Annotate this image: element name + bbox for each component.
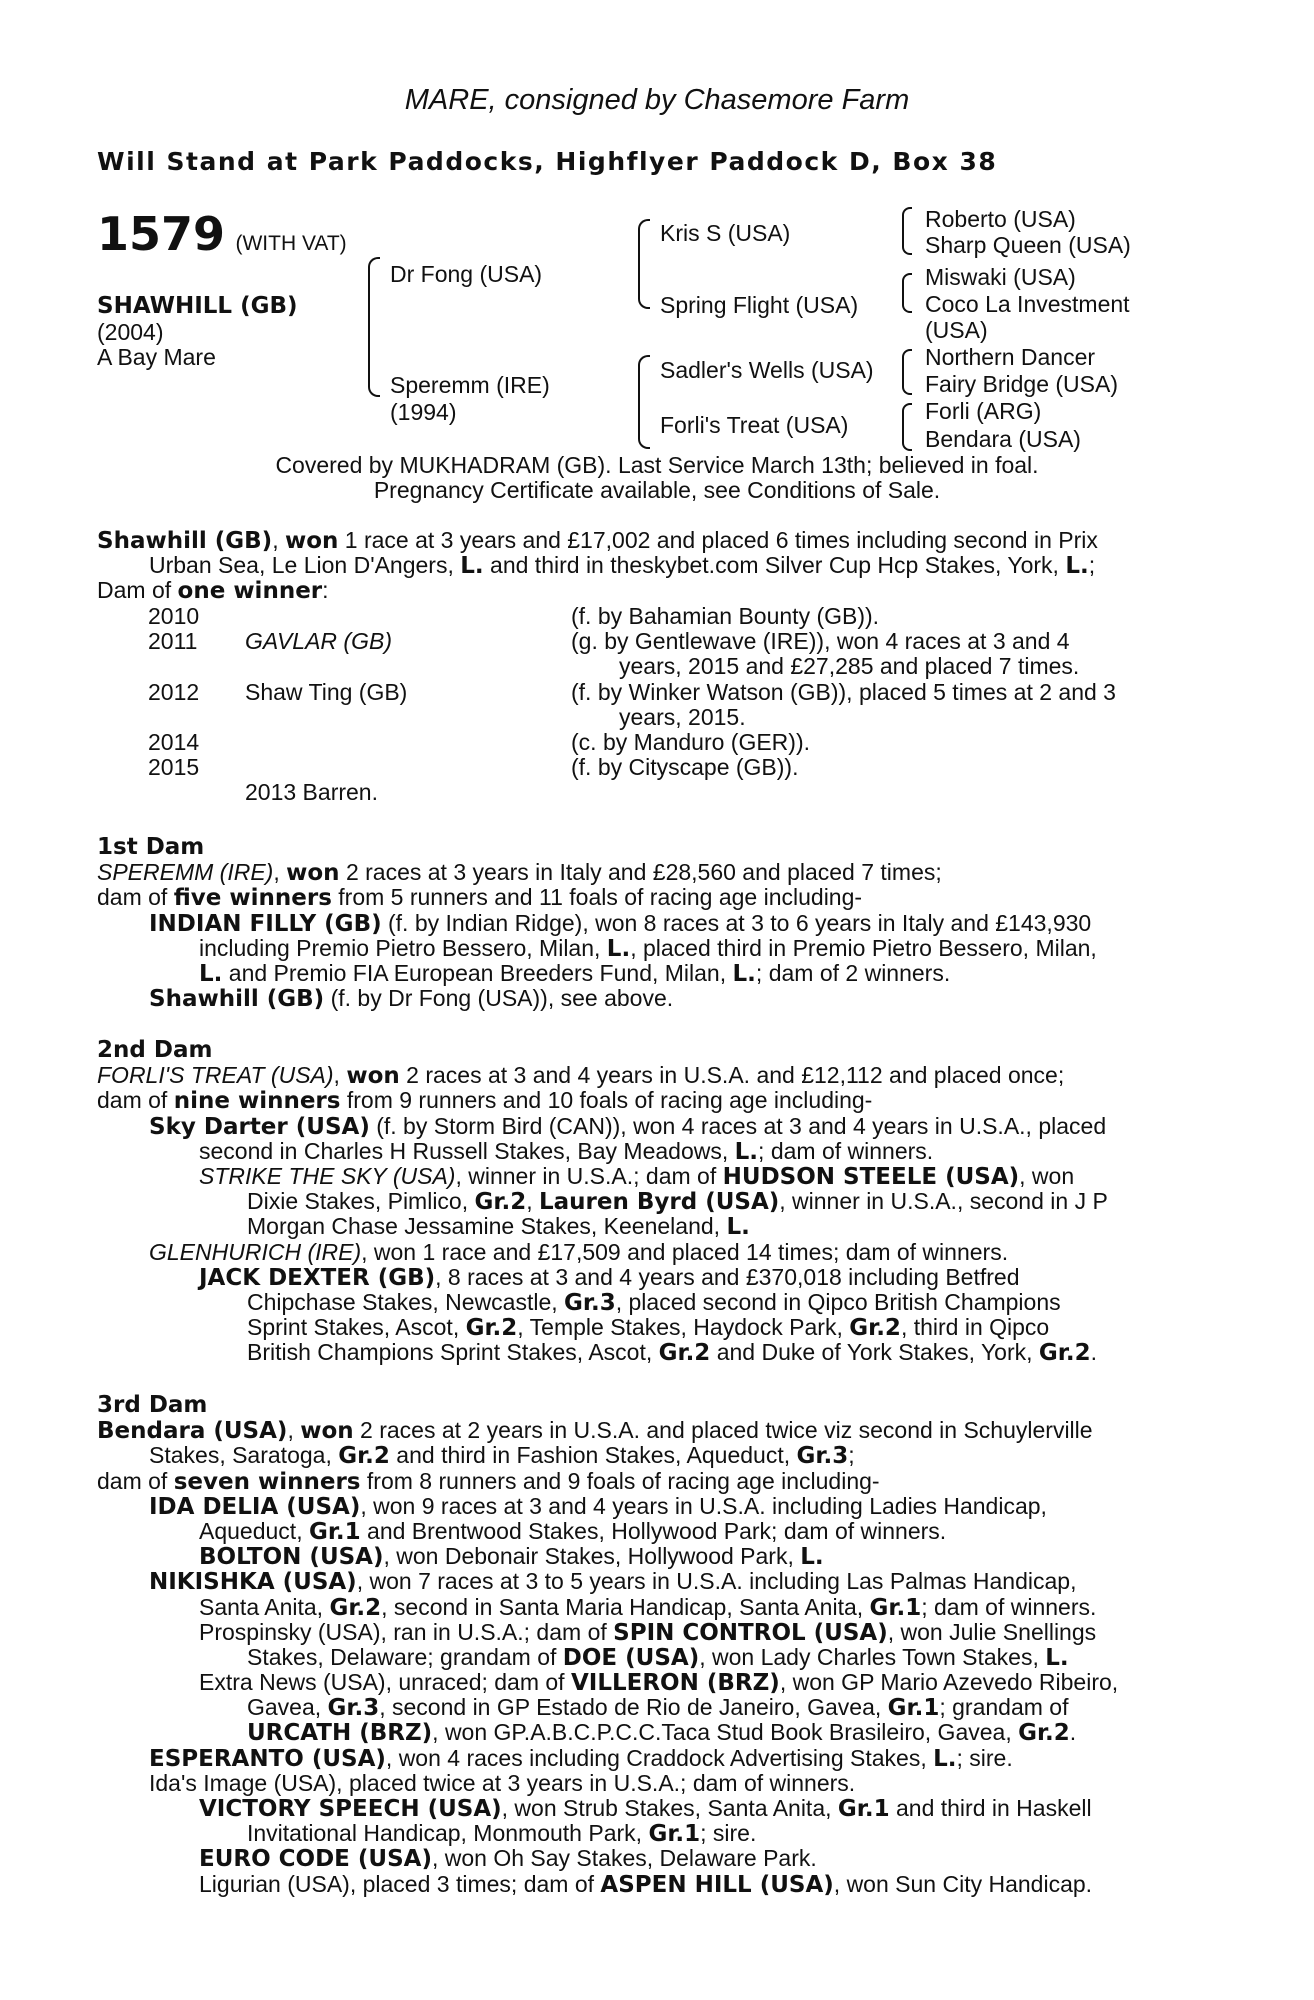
progeny-details: (f. by Bahamian Bounty (GB)). (571, 603, 880, 629)
text: Sprint Stakes, Ascot, (247, 1314, 466, 1341)
winners-count: five winners (173, 885, 332, 912)
text: , won 1 race and £17,509 and placed 14 times; dam of winners. (361, 1238, 1009, 1265)
text: ; sire. (956, 1744, 1013, 1771)
grade: Gr.3 (327, 1695, 380, 1722)
text: Prospinsky (USA), ran in U.S.A.; dam of (199, 1618, 614, 1645)
grade: L. (726, 1214, 750, 1241)
record-won: won (284, 528, 339, 554)
pedigree-dam-sire: Sadler's Wells (USA) (660, 357, 874, 383)
text: , (287, 1417, 301, 1444)
grade: Gr.2 (849, 1315, 901, 1342)
progeny-year: 2015 (148, 754, 200, 781)
progeny-name (245, 604, 571, 629)
text: (f. by Dr Fong (USA)), see above. (324, 985, 674, 1012)
text: , winner in U.S.A.; dam of (455, 1162, 723, 1189)
text: Stakes, Saratoga, (149, 1442, 339, 1469)
text: , won Sun City Handicap. (833, 1870, 1093, 1897)
progeny-name (245, 730, 571, 755)
pedigree-sire-sire: Kris S (USA) (660, 220, 791, 246)
text: , won Lady Charles Town Stakes, (699, 1643, 1046, 1670)
text: (f. by Indian Ridge), won 8 races at 3 to 6 years in Italy and £143,930 (381, 909, 1092, 936)
pedigree-sdd: Coco La Investment (925, 291, 1130, 317)
grade: L. (800, 1544, 824, 1571)
first-dam-section (97, 835, 1097, 1011)
grade: Gr.1 (887, 1695, 940, 1722)
progeny-name: JACK DEXTER (GB) (199, 1264, 436, 1291)
progeny-year: 2012 (148, 678, 200, 705)
text: Morgan Chase Jessamine Stakes, Keeneland, (247, 1213, 727, 1240)
text: , placed third in Premio Pietro Bessero, Milan, (630, 934, 1097, 961)
progeny-name: STRIKE THE SKY (USA) (199, 1162, 456, 1189)
progeny-name: Shaw Ting (GB) (245, 678, 408, 705)
text: Extra News (USA), unraced; dam of (199, 1669, 571, 1696)
text: Gavea, (247, 1694, 328, 1721)
record-listed-1: L. (460, 553, 484, 580)
grade: Gr.1 (869, 1594, 922, 1621)
horse-description: A Bay Mare (97, 344, 216, 370)
pedigree-sdd-country: (USA) (925, 317, 988, 343)
progeny-row (148, 730, 1116, 755)
progeny-name: GLENHURICH (IRE) (149, 1238, 362, 1265)
text: , won Debonair Stakes, Hollywood Park, (383, 1543, 801, 1570)
progeny-name: Lauren Byrd (USA) (538, 1189, 780, 1216)
pedigree-brace-sire (638, 219, 650, 309)
progeny-row (148, 755, 1116, 780)
horse-year: (2004) (97, 319, 164, 345)
grade: Gr.1 (837, 1796, 890, 1822)
progeny-name: BOLTON (USA) (199, 1544, 384, 1571)
text: dam of (97, 1467, 174, 1494)
text: , placed second in Qipco British Champions (615, 1288, 1061, 1315)
pedigree-brace-sd (902, 273, 912, 313)
text: ; dam of 2 winners. (755, 959, 951, 986)
dam-name: SPEREMM (IRE) (97, 859, 274, 886)
grade: Gr.1 (308, 1518, 361, 1545)
section-title: 2nd Dam (97, 1037, 213, 1063)
record-colon: : (322, 577, 329, 604)
text: Stakes, Delaware; grandam of (247, 1643, 563, 1670)
progeny-name: Shawhill (GB) (149, 986, 325, 1013)
progeny-name: GAVLAR (GB) (245, 628, 392, 655)
winners-count: nine winners (173, 1088, 341, 1115)
text: , won Oh Say Stakes, Delaware Park. (431, 1845, 817, 1872)
grade: Gr.1 (648, 1821, 701, 1848)
progeny-row (148, 604, 1116, 629)
progeny-name: SPIN CONTROL (USA) (613, 1619, 888, 1646)
pedigree-dds: Forli (ARG) (925, 398, 1042, 424)
text: , won 7 races at 3 to 5 years in U.S.A. including Las Palmas Handicap, (356, 1568, 1077, 1595)
text: , 8 races at 3 and 4 years and £370,018 including Betfred (435, 1263, 1020, 1290)
pedigree-dam: Speremm (IRE) (390, 372, 550, 398)
pedigree-brace-ss (902, 207, 912, 255)
progeny-name (245, 755, 571, 780)
won-label: won (346, 1063, 400, 1090)
pedigree-dam-dam: Forli's Treat (USA) (660, 412, 849, 438)
vat-note: (WITH VAT) (235, 232, 347, 255)
progeny-name: NIKISHKA (USA) (149, 1569, 357, 1596)
progeny-details: (g. by Gentlewave (IRE)), won 4 races at 3 and 4 (571, 628, 1070, 655)
dam-name: Bendara (USA) (97, 1418, 288, 1445)
text: and Premio FIA European Breeders Fund, Milan, (222, 959, 733, 986)
lot-number: 1579 (97, 207, 226, 261)
grade: Gr.2 (1018, 1720, 1070, 1747)
grade: L. (1045, 1644, 1069, 1671)
won-label: won (300, 1418, 354, 1445)
text: , Temple Stakes, Haydock Park, (517, 1314, 850, 1341)
pedigree-dam-year: (1994) (390, 399, 457, 425)
grade: Gr.3 (564, 1289, 616, 1316)
text: , winner in U.S.A., second in J P (779, 1188, 1108, 1215)
progeny-name: ESPERANTO (USA) (149, 1745, 386, 1772)
text: , (273, 859, 287, 886)
text: , (526, 1188, 539, 1215)
progeny-details: (f. by Cityscape (GB)). (571, 754, 799, 781)
text: and Brentwood Stakes, Hollywood Park; dam of winners. (360, 1517, 947, 1544)
text: Aqueduct, (199, 1517, 309, 1544)
pedigree-dss: Northern Dancer (925, 344, 1096, 370)
record-line2a: Urban Sea, Le Lion D'Angers, (149, 552, 461, 579)
text: Santa Anita, (199, 1593, 330, 1620)
text: Invitational Handicap, Monmouth Park, (247, 1820, 649, 1847)
pedigree-brace-dam (638, 355, 650, 449)
progeny-year: 2014 (148, 729, 200, 756)
grade: L. (732, 960, 756, 987)
text: , won 9 races at 3 and 4 years in U.S.A. including Ladies Handicap, (360, 1492, 1047, 1519)
text: and third in Haskell (889, 1795, 1092, 1821)
progeny-name: VILLERON (BRZ) (570, 1670, 780, 1697)
comma: , (272, 527, 285, 553)
second-dam-section (97, 1038, 1108, 1365)
record-listed-2: L. (1065, 553, 1089, 580)
pedigree-ssd: Sharp Queen (USA) (925, 232, 1131, 258)
record-damof: Dam of (97, 577, 178, 604)
pedigree-sire: Dr Fong (USA) (390, 261, 543, 287)
text: , second in Santa Maria Handicap, Santa Anita, (381, 1593, 870, 1620)
own-record (97, 528, 1098, 604)
consignor-header: MARE, consigned by Chasemore Farm (404, 84, 910, 116)
pedigree-brace-dd (902, 403, 912, 451)
text: from 8 runners and 9 foals of racing age including- (360, 1467, 880, 1494)
text: , (333, 1062, 347, 1089)
progeny-name: INDIAN FILLY (GB) (149, 910, 382, 937)
text: and Duke of York Stakes, York, (710, 1339, 1039, 1366)
text: ; dam of winners. (758, 1137, 934, 1164)
text: , won GP.A.B.C.P.C.C.Taca Stud Book Brasileiro, Gavea, (432, 1719, 1019, 1746)
progeny-name: VICTORY SPEECH (USA) (199, 1796, 502, 1822)
progeny-name: HUDSON STEELE (USA) (722, 1163, 1020, 1190)
horse-name: SHAWHILL (GB) (97, 293, 298, 319)
text: dam of (97, 884, 174, 911)
record-name: Shawhill (GB) (97, 528, 273, 554)
text: 2 races at 3 years in Italy and £28,560 and placed 7 times; (339, 859, 942, 886)
record-line1: 1 race at 3 years and £17,002 and placed 6 times including second in Prix (338, 527, 1098, 553)
grade: L. (933, 1745, 957, 1772)
text: 2 races at 3 and 4 years in U.S.A. and £12,112 and placed once; (399, 1062, 1065, 1089)
text: second in Charles H Russell Stakes, Bay Meadows, (199, 1137, 735, 1164)
grade: Gr.2 (474, 1189, 527, 1216)
third-dam-section (97, 1393, 1118, 1897)
grade: Gr.2 (329, 1594, 382, 1621)
record-winners: one winner (177, 578, 323, 605)
progeny-row (148, 629, 1116, 654)
grade: Gr.2 (1038, 1340, 1091, 1367)
progeny-name: URCATH (BRZ) (247, 1720, 433, 1747)
pedigree-ddd: Bendara (USA) (925, 426, 1081, 452)
record-line2c: ; (1088, 552, 1096, 579)
text: , won GP Mario Azevedo Ribeiro, (779, 1669, 1119, 1696)
won-label: won (286, 860, 340, 887)
grade: Gr.2 (658, 1340, 711, 1367)
text: including Premio Pietro Bessero, Milan, (199, 934, 607, 961)
grade: Gr.2 (465, 1315, 518, 1342)
text: Ligurian (USA), placed 3 times; dam of (199, 1870, 601, 1897)
text: ; sire. (700, 1820, 757, 1847)
barren-note: 2013 Barren. (245, 779, 378, 806)
pregnancy-line: Pregnancy Certificate available, see Conditions of Sale. (373, 477, 941, 503)
progeny-details-cont: years, 2015. (619, 703, 746, 730)
progeny-row-cont (148, 654, 1116, 679)
text: . (1090, 1339, 1097, 1366)
text: and third in Fashion Stakes, Aqueduct, (389, 1442, 797, 1469)
text: , third in Qipco (900, 1314, 1050, 1341)
text: Chipchase Stakes, Newcastle, (247, 1288, 565, 1315)
text: . (1069, 1719, 1077, 1746)
progeny-year: 2011 (148, 628, 198, 655)
text: Ida's Image (USA), placed twice at 3 years in U.S.A.; dam of winners. (149, 1769, 856, 1796)
pedigree-sds: Miswaki (USA) (925, 264, 1076, 290)
text: from 9 runners and 10 foals of racing age including- (340, 1087, 873, 1114)
text: 2 races at 2 years in U.S.A. and placed twice viz second in Schuylerville (353, 1417, 1093, 1444)
progeny-table (148, 604, 1116, 806)
section-title: 3rd Dam (97, 1392, 208, 1418)
text: British Champions Sprint Stakes, Ascot, (247, 1339, 659, 1366)
progeny-details: (c. by Manduro (GER)). (571, 729, 810, 756)
text: , won Julie Snellings (887, 1618, 1097, 1645)
text: , second in GP Estado de Rio de Janeiro, Gavea, (379, 1694, 888, 1721)
progeny-row (148, 680, 1116, 705)
text: Dixie Stakes, Pimlico, (247, 1188, 475, 1215)
text: ; grandam of (939, 1694, 1069, 1721)
pedigree-sss: Roberto (USA) (925, 206, 1076, 232)
grade: L. (199, 960, 223, 987)
progeny-row-cont (148, 705, 1116, 730)
text: ; (848, 1442, 855, 1469)
stand-location: Will Stand at Park Paddocks, Highflyer Paddock D, Box 38 (97, 147, 998, 176)
grade: Gr.3 (796, 1443, 849, 1470)
progeny-row-barren (148, 780, 1116, 805)
section-title: 1st Dam (97, 834, 205, 860)
text: dam of (97, 1087, 174, 1114)
progeny-name: Sky Darter (USA) (149, 1113, 370, 1140)
pedigree-brace-main (368, 257, 380, 397)
text: (f. by Storm Bird (CAN)), won 4 races at 3 and 4 years in U.S.A., placed (369, 1112, 1107, 1139)
pedigree-dsd: Fairy Bridge (USA) (925, 371, 1118, 397)
text: , won Strub Stakes, Santa Anita, (501, 1795, 838, 1821)
progeny-name: DOE (USA) (562, 1644, 700, 1671)
progeny-name: ASPEN HILL (USA) (600, 1871, 834, 1898)
text: from 5 runners and 11 foals of racing age including- (331, 884, 863, 911)
text: ; dam of winners. (921, 1593, 1097, 1620)
progeny-name: IDA DELIA (USA) (149, 1493, 361, 1520)
grade: Gr.2 (338, 1443, 390, 1470)
progeny-details-cont: years, 2015 and £27,285 and placed 7 times. (619, 653, 1080, 680)
progeny-year: 2010 (148, 603, 200, 629)
text: , won 4 races including Craddock Advertising Stakes, (385, 1744, 934, 1771)
pedigree-sire-dam: Spring Flight (USA) (660, 292, 859, 318)
covered-line: Covered by MUKHADRAM (GB). Last Service March 13th; believed in foal. (275, 452, 1039, 478)
progeny-name: EURO CODE (USA) (199, 1846, 432, 1873)
grade: L. (734, 1138, 759, 1165)
winners-count: seven winners (173, 1468, 361, 1495)
lot-block (97, 207, 347, 261)
progeny-details: (f. by Winker Watson (GB)), placed 5 times at 2 and 3 (571, 678, 1116, 705)
dam-name: FORLI'S TREAT (USA) (97, 1062, 334, 1089)
record-line2b: and third in theskybet.com Silver Cup Hcp Stakes, York, (483, 552, 1066, 579)
text: , won (1019, 1162, 1075, 1189)
grade: L. (606, 935, 631, 962)
pedigree-brace-ds (902, 349, 912, 395)
